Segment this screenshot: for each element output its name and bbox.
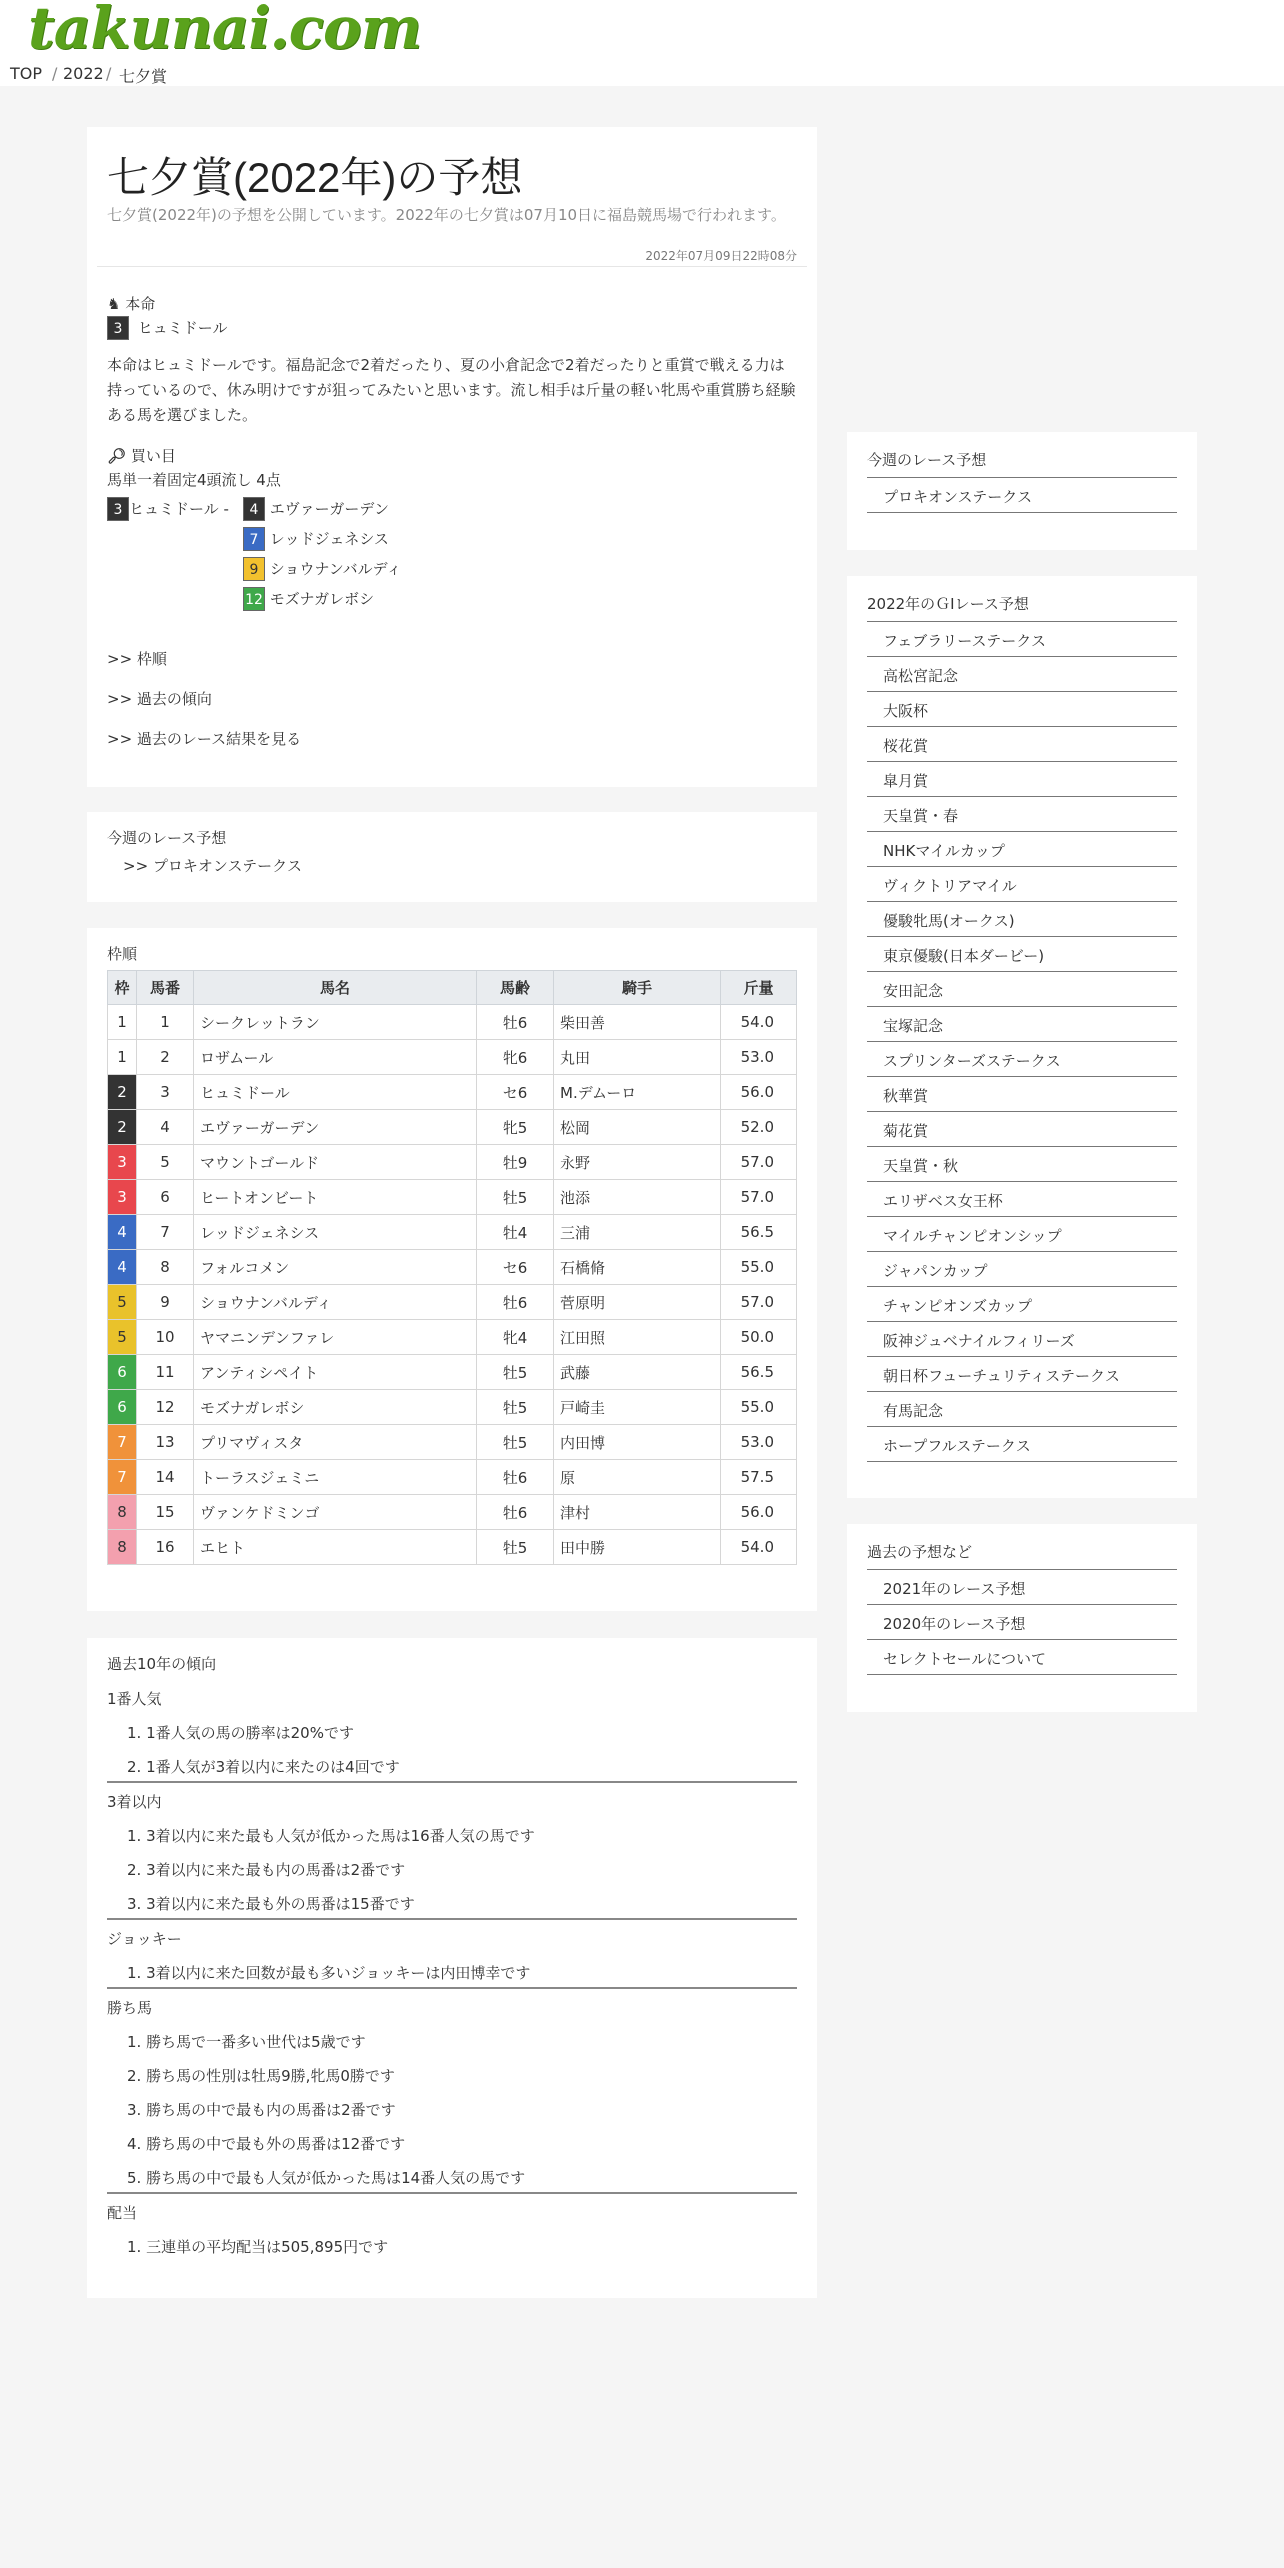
sidebar-item[interactable]	[867, 1357, 1177, 1392]
sidebar-item[interactable]	[867, 1605, 1177, 1640]
trend-item: 1. 3着以内に来た回数が最も多いジョッキーは内田博幸です	[127, 1964, 531, 1982]
sidebar-item-label[interactable]: 菊花賞	[883, 1122, 929, 1140]
breadcrumb	[0, 62, 1284, 86]
weight-cell: 54.0	[721, 1530, 797, 1565]
breadcrumb-year[interactable]: 2022	[63, 64, 104, 83]
age-cell: 牡5	[477, 1390, 554, 1425]
honmei-label: 本命	[125, 295, 156, 313]
sidebar-item-label[interactable]: 2021年のレース予想	[883, 1580, 1026, 1598]
horse-name-cell: トーラスジェミニ	[194, 1460, 477, 1495]
sidebar-item-label[interactable]: 有馬記念	[883, 1402, 944, 1420]
waku-table	[107, 970, 797, 1565]
breadcrumb-current: 七夕賞	[119, 67, 168, 86]
trend-section-title: ジョッキー	[107, 1930, 182, 1948]
age-cell: 牡6	[477, 1460, 554, 1495]
kaime-label: 買い目	[130, 447, 176, 465]
umaban-cell: 16	[137, 1530, 194, 1565]
waku-cell: 5	[108, 1285, 137, 1320]
sidebar-item-label[interactable]: 天皇賞・春	[883, 807, 959, 825]
age-cell: 牝4	[477, 1320, 554, 1355]
sidebar-item[interactable]	[867, 937, 1177, 972]
link-waku[interactable]: >> 枠順	[107, 650, 167, 668]
sidebar-item[interactable]	[867, 657, 1177, 692]
waku-cell: 5	[108, 1320, 137, 1355]
horse-number-badge: 7	[243, 527, 265, 551]
trend-section-title: 3着以内	[107, 1793, 162, 1811]
horse-name-cell: シークレットラン	[194, 1005, 477, 1040]
sidebar-item[interactable]	[867, 867, 1177, 902]
umaban-cell: 14	[137, 1460, 194, 1495]
trend-item: 3. 3着以内に来た最も外の馬番は15番です	[127, 1895, 415, 1913]
search-icon: 🔎︎	[107, 447, 127, 465]
horse-name-cell: マウントゴールド	[194, 1145, 477, 1180]
age-cell: 牡9	[477, 1145, 554, 1180]
trend-item: 2. 勝ち馬の性別は牡馬9勝,牝馬0勝です	[127, 2067, 395, 2085]
umaban-cell: 5	[137, 1145, 194, 1180]
sidebar-g1-card	[847, 576, 1197, 1498]
trend-item: 1. 勝ち馬で一番多い世代は5歳です	[127, 2033, 366, 2051]
trend-section-title: 配当	[107, 2204, 138, 2222]
age-cell: 牝5	[477, 1110, 554, 1145]
section-divider	[107, 2192, 797, 2194]
sidebar-item[interactable]	[867, 1287, 1177, 1322]
age-cell: 牡4	[477, 1215, 554, 1250]
kaime-row	[243, 497, 389, 521]
link-past-results[interactable]: >> 過去のレース結果を見る	[107, 730, 302, 748]
sidebar-item-label[interactable]: 優駿牝馬(オークス)	[883, 912, 1015, 930]
umaban-cell: 8	[137, 1250, 194, 1285]
waku-title: 枠順	[107, 945, 138, 963]
sidebar-item-label[interactable]: マイルチャンピオンシップ	[883, 1227, 1062, 1245]
table-row	[108, 1040, 797, 1075]
section-divider	[107, 1918, 797, 1920]
sidebar-item[interactable]	[867, 1182, 1177, 1217]
weight-cell: 52.0	[721, 1110, 797, 1145]
weight-cell: 57.0	[721, 1180, 797, 1215]
sidebar-item[interactable]	[867, 1640, 1177, 1675]
sidebar-item-label[interactable]: 高松宮記念	[883, 667, 959, 685]
col-umaban: 馬番	[137, 971, 194, 1005]
sidebar-item[interactable]	[867, 797, 1177, 832]
sidebar-item[interactable]	[867, 832, 1177, 867]
jockey-cell: 石橋脩	[554, 1250, 721, 1285]
sidebar-item[interactable]	[867, 1252, 1177, 1287]
col-age: 馬齢	[477, 971, 554, 1005]
age-cell: セ6	[477, 1250, 554, 1285]
umaban-cell: 10	[137, 1320, 194, 1355]
col-weight: 斤量	[721, 971, 797, 1005]
horse-number-badge: 3	[107, 316, 129, 340]
waku-cell: 3	[108, 1180, 137, 1215]
weight-cell: 57.0	[721, 1145, 797, 1180]
kaime-row	[243, 557, 401, 581]
age-cell: 牡6	[477, 1495, 554, 1530]
waku-cell: 4	[108, 1215, 137, 1250]
table-row	[108, 1355, 797, 1390]
honmei-heading	[107, 293, 155, 314]
sidebar-week-card	[847, 432, 1197, 550]
waku-card	[87, 928, 817, 1611]
jockey-cell: 武藤	[554, 1355, 721, 1390]
horse-name: ヒュミドール	[129, 500, 219, 518]
col-waku: 枠	[108, 971, 137, 1005]
waku-cell: 6	[108, 1355, 137, 1390]
sidebar-item-label[interactable]: 秋華賞	[883, 1087, 929, 1105]
weight-cell: 53.0	[721, 1040, 797, 1075]
jockey-cell: 戸崎圭	[554, 1390, 721, 1425]
umaban-cell: 7	[137, 1215, 194, 1250]
horse-number-badge: 12	[243, 587, 265, 611]
horse-name: エヴァーガーデン	[269, 500, 390, 518]
sidebar-item[interactable]	[867, 1217, 1177, 1252]
jockey-cell: 丸田	[554, 1040, 721, 1075]
horse-name: ヒュミドール	[137, 319, 228, 337]
sidebar-item-label[interactable]: 大阪杯	[883, 702, 929, 720]
sidebar-item-label[interactable]: ヴィクトリアマイル	[883, 877, 1017, 895]
age-cell: 牡6	[477, 1285, 554, 1320]
jockey-cell: 柴田善	[554, 1005, 721, 1040]
table-row	[108, 1460, 797, 1495]
sidebar-item[interactable]	[867, 478, 1177, 513]
kaime-first	[107, 497, 229, 521]
weight-cell: 56.0	[721, 1495, 797, 1530]
sidebar-item-label[interactable]: 東京優駿(日本ダービー)	[883, 947, 1045, 965]
sidebar-item[interactable]	[867, 1042, 1177, 1077]
sidebar-item[interactable]	[867, 727, 1177, 762]
table-row	[108, 1075, 797, 1110]
umaban-cell: 1	[137, 1005, 194, 1040]
horse-name-cell: フォルコメン	[194, 1250, 477, 1285]
sidebar-item-label[interactable]: 2020年のレース予想	[883, 1615, 1026, 1633]
waku-cell: 7	[108, 1460, 137, 1495]
kaime-row	[243, 527, 389, 551]
table-row	[108, 1005, 797, 1040]
umaban-cell: 4	[137, 1110, 194, 1145]
horse-name-cell: ショウナンバルディ	[194, 1285, 477, 1320]
trend-item: 1. 1番人気の馬の勝率は20%です	[127, 1724, 354, 1742]
umaban-cell: 11	[137, 1355, 194, 1390]
sidebar-item-label[interactable]: エリザベス女王杯	[883, 1192, 1003, 1210]
umaban-cell: 9	[137, 1285, 194, 1320]
sidebar-item[interactable]	[867, 1322, 1177, 1357]
waku-cell: 2	[108, 1075, 137, 1110]
horse-name: レッドジェネシス	[269, 530, 389, 548]
article-card	[87, 127, 817, 787]
kaime-row	[243, 587, 374, 611]
weight-cell: 56.5	[721, 1355, 797, 1390]
waku-cell: 8	[108, 1530, 137, 1565]
jockey-cell: 田中勝	[554, 1530, 721, 1565]
sidebar-g1-title: 2022年のＧⅠレース予想	[867, 595, 1029, 613]
sidebar-week-title: 今週のレース予想	[867, 451, 987, 469]
sidebar-item-label[interactable]: プロキオンステークス	[883, 488, 1033, 506]
sidebar-item-label[interactable]: セレクトセールについて	[883, 1650, 1047, 1668]
age-cell: 牡5	[477, 1180, 554, 1215]
umaban-cell: 15	[137, 1495, 194, 1530]
jockey-cell: 松岡	[554, 1110, 721, 1145]
sidebar-item[interactable]	[867, 902, 1177, 937]
umaban-cell: 13	[137, 1425, 194, 1460]
sidebar-item-label[interactable]: 安田記念	[883, 982, 944, 1000]
trend-item: 1. 三連単の平均配当は505,895円です	[127, 2238, 389, 2256]
sidebar-item[interactable]	[867, 972, 1177, 1007]
age-cell: セ6	[477, 1075, 554, 1110]
horse-name-cell: ロザムール	[194, 1040, 477, 1075]
jockey-cell: M.デムーロ	[554, 1075, 721, 1110]
table-row	[108, 1390, 797, 1425]
table-row	[108, 1285, 797, 1320]
jockey-cell: 池添	[554, 1180, 721, 1215]
weight-cell: 56.5	[721, 1215, 797, 1250]
table-row	[108, 1180, 797, 1215]
jockey-cell: 永野	[554, 1145, 721, 1180]
horse-name-cell: ヤマニンデンファレ	[194, 1320, 477, 1355]
horse-name-cell: ヒュミドール	[194, 1075, 477, 1110]
umaban-cell: 2	[137, 1040, 194, 1075]
horse-name-cell: アンティシペイト	[194, 1355, 477, 1390]
sidebar-item-label[interactable]: 宝塚記念	[883, 1017, 944, 1035]
breadcrumb-sep: /	[106, 64, 112, 83]
sidebar-past-title: 過去の予想など	[867, 1543, 973, 1561]
page-title: 七夕賞(2022年)の予想	[107, 154, 523, 201]
this-week-card	[87, 812, 817, 902]
umaban-cell: 12	[137, 1390, 194, 1425]
horse-name-cell: モズナガレボシ	[194, 1390, 477, 1425]
weight-cell: 57.5	[721, 1460, 797, 1495]
weight-cell: 53.0	[721, 1425, 797, 1460]
horse-name-cell: ヒートオンビート	[194, 1180, 477, 1215]
sidebar-item[interactable]	[867, 1427, 1177, 1462]
age-cell: 牡5	[477, 1425, 554, 1460]
breadcrumb-sep: /	[52, 64, 58, 83]
waku-cell: 2	[108, 1110, 137, 1145]
horse-name: モズナガレボシ	[269, 590, 375, 608]
horse-name-cell: ヴァンケドミンゴ	[194, 1495, 477, 1530]
col-horse-name: 馬名	[194, 971, 477, 1005]
sidebar-item[interactable]	[867, 1077, 1177, 1112]
trend-item: 3. 勝ち馬の中で最も内の馬番は2番です	[127, 2101, 396, 2119]
waku-cell: 1	[108, 1005, 137, 1040]
prediction-comment: 本命はヒュミドールです。福島記念で2着だったり、夏の小倉記念で2着だったりと重賞で戦える力は持っているので、休み明けですが狙ってみたいと思います。流し相手は斤量の軽い牝馬や重賞勝ち経験ある馬を選びました。	[107, 356, 796, 424]
this-week-link[interactable]: >> プロキオンステークス	[123, 857, 303, 875]
weight-cell: 55.0	[721, 1250, 797, 1285]
waku-cell: 8	[108, 1495, 137, 1530]
section-divider	[107, 1781, 797, 1783]
waku-cell: 7	[108, 1425, 137, 1460]
jockey-cell: 原	[554, 1460, 721, 1495]
trend-item: 5. 勝ち馬の中で最も人気が低かった馬は14番人気の馬です	[127, 2169, 526, 2187]
weight-cell: 57.0	[721, 1285, 797, 1320]
age-cell: 牡5	[477, 1355, 554, 1390]
site-header	[0, 0, 1284, 62]
kaime-description: 馬単一着固定4頭流し 4点	[107, 471, 281, 489]
waku-cell: 1	[108, 1040, 137, 1075]
waku-cell: 6	[108, 1390, 137, 1425]
trend-card	[87, 1638, 817, 2298]
table-row	[108, 1110, 797, 1145]
weight-cell: 55.0	[721, 1390, 797, 1425]
trend-section-title: 1番人気	[107, 1690, 162, 1708]
trend-item: 2. 1番人気が3着以内に来たのは4回です	[127, 1758, 400, 1776]
sidebar-item[interactable]	[867, 1570, 1177, 1605]
horse-number-badge: 3	[107, 497, 129, 521]
col-jockey: 騎手	[554, 971, 721, 1005]
jockey-cell: 内田博	[554, 1425, 721, 1460]
weight-cell: 54.0	[721, 1005, 797, 1040]
horse-name-cell: プリマヴィスタ	[194, 1425, 477, 1460]
post-date: 2022年07月09日22時08分	[645, 249, 797, 263]
sidebar-item-label[interactable]: 桜花賞	[883, 737, 929, 755]
table-row	[108, 1425, 797, 1460]
umaban-cell: 6	[137, 1180, 194, 1215]
sidebar-item-label[interactable]: 朝日杯フューチュリティステークス	[883, 1367, 1120, 1385]
honmei-horse	[107, 316, 227, 340]
age-cell: 牡5	[477, 1530, 554, 1565]
sidebar-item-label[interactable]: NHKマイルカップ	[883, 842, 1005, 860]
sidebar-item[interactable]	[867, 762, 1177, 797]
waku-cell: 4	[108, 1250, 137, 1285]
jockey-cell: 菅原明	[554, 1285, 721, 1320]
section-divider	[107, 1987, 797, 1989]
sidebar-item-label[interactable]: スプリンターズステークス	[883, 1052, 1061, 1070]
umaban-cell: 3	[137, 1075, 194, 1110]
kaime-dash: -	[223, 500, 229, 518]
sidebar-item-label[interactable]: フェブラリーステークス	[883, 632, 1047, 650]
sidebar-item-label[interactable]: チャンピオンズカップ	[883, 1297, 1032, 1315]
this-week-title: 今週のレース予想	[107, 829, 227, 847]
sidebar-item[interactable]	[867, 1007, 1177, 1042]
trend-title: 過去10年の傾向	[107, 1655, 217, 1673]
horse-name-cell: レッドジェネシス	[194, 1215, 477, 1250]
trend-section-title: 勝ち馬	[107, 1999, 153, 2017]
table-header-row	[108, 971, 797, 1005]
table-row	[108, 1495, 797, 1530]
table-row	[108, 1215, 797, 1250]
table-row	[108, 1250, 797, 1285]
sidebar-item[interactable]	[867, 622, 1177, 657]
age-cell: 牡6	[477, 1005, 554, 1040]
trend-item: 1. 3着以内に来た最も人気が低かった馬は16番人気の馬です	[127, 1827, 535, 1845]
weight-cell: 50.0	[721, 1320, 797, 1355]
horse-name: ショウナンバルディ	[269, 560, 402, 578]
table-row	[108, 1145, 797, 1180]
jockey-cell: 三浦	[554, 1215, 721, 1250]
trend-item: 4. 勝ち馬の中で最も外の馬番は12番です	[127, 2135, 406, 2153]
table-row	[108, 1530, 797, 1565]
horse-name-cell: エヴァーガーデン	[194, 1110, 477, 1145]
sidebar-item[interactable]	[867, 692, 1177, 727]
jockey-cell: 江田照	[554, 1320, 721, 1355]
horse-number-badge: 9	[243, 557, 265, 581]
sidebar-item[interactable]	[867, 1392, 1177, 1427]
sidebar-item-label[interactable]: 天皇賞・秋	[883, 1157, 959, 1175]
sidebar-item[interactable]	[867, 1112, 1177, 1147]
trend-item: 2. 3着以内に来た最も内の馬番は2番です	[127, 1861, 406, 1879]
horse-icon: ♞	[107, 295, 121, 313]
waku-cell: 3	[108, 1145, 137, 1180]
breadcrumb-top[interactable]: TOP	[10, 64, 43, 83]
page-subtitle: 七夕賞(2022年)の予想を公開しています。2022年の七夕賞は07月10日に福島競馬場で行われます。	[107, 206, 786, 224]
table-row	[108, 1320, 797, 1355]
sidebar-past-card	[847, 1524, 1197, 1712]
sidebar-item-label[interactable]: 皐月賞	[883, 772, 929, 790]
kaime-heading	[107, 445, 176, 466]
site-logo[interactable]: takunai.com	[28, 0, 422, 62]
horse-name-cell: エヒト	[194, 1530, 477, 1565]
divider	[97, 266, 807, 267]
sidebar-item-label[interactable]: 阪神ジュベナイルフィリーズ	[883, 1332, 1075, 1350]
jockey-cell: 津村	[554, 1495, 721, 1530]
horse-number-badge: 4	[243, 497, 265, 521]
age-cell: 牝6	[477, 1040, 554, 1075]
sidebar-item[interactable]	[867, 1147, 1177, 1182]
sidebar-item-label[interactable]: ホープフルステークス	[883, 1437, 1031, 1455]
sidebar-item-label[interactable]: ジャパンカップ	[883, 1262, 988, 1280]
link-trend[interactable]: >> 過去の傾向	[107, 690, 212, 708]
weight-cell: 56.0	[721, 1075, 797, 1110]
